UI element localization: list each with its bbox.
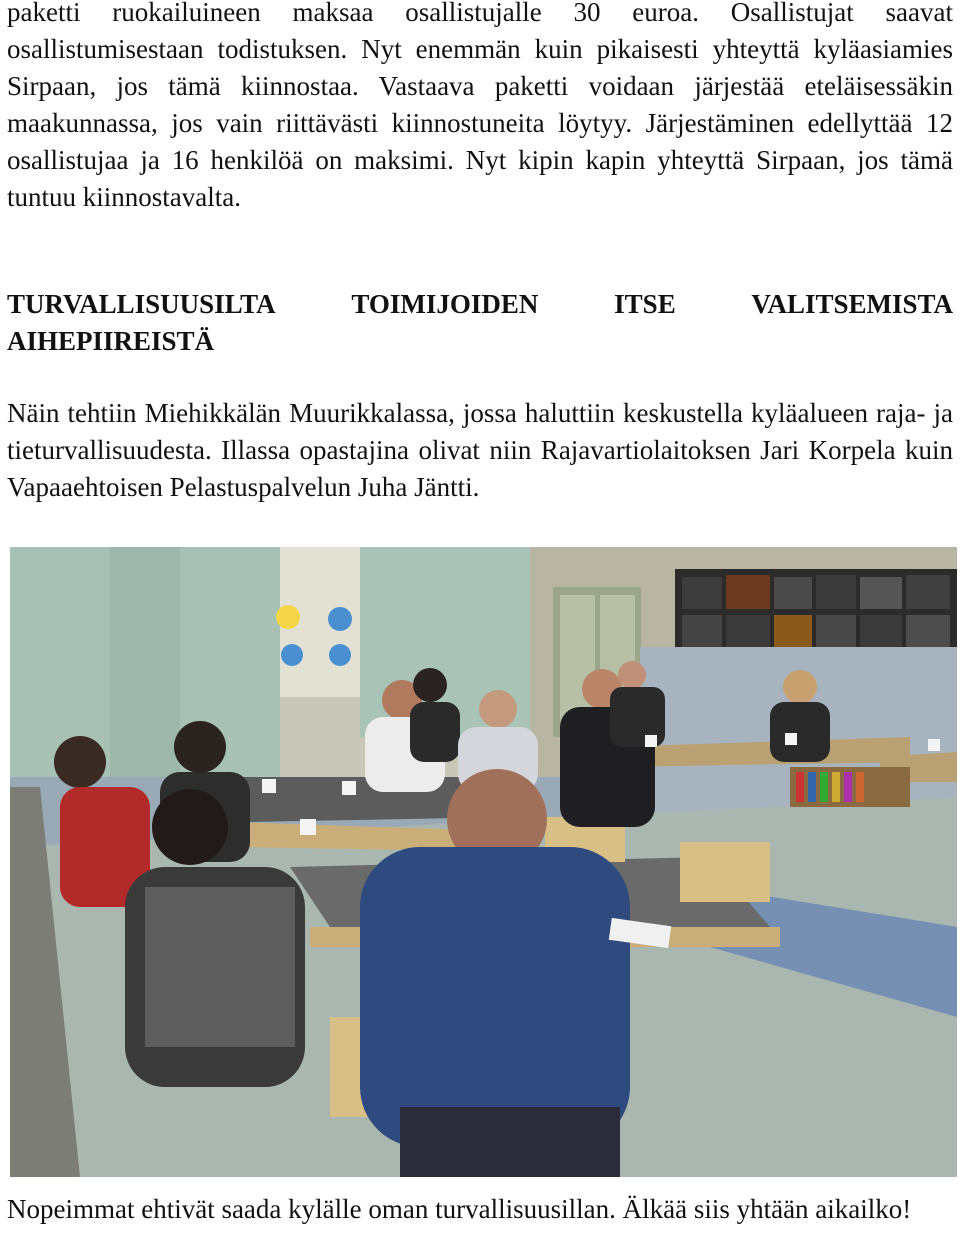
section-heading	[7, 286, 953, 360]
heading-word: TURVALLISUUSILTA	[7, 289, 276, 319]
heading-word: VALITSEMISTA	[751, 289, 953, 319]
section-heading-line-1	[7, 286, 953, 323]
heading-word: ITSE	[614, 289, 676, 319]
intro-paragraph: paketti ruokailuineen maksaa osallistujalle 30 euroa. Osallistujat saavat osallistumisestaan todistuksen. Nyt enemmän kuin pikaisesti yhteyttä kyläasiamies Sirpaan, jos tämä kiinnostaa. Vastaava paketti voidaan järjestää eteläisessäkin maakunnassa, jos vain riittävästi kiinnostuneita löytyy. Järjestäminen edellyttää 12 osallistujaa ja 16 henkilöä on maksimi. Nyt kipin kapin yhteyttä Sirpaan, jos tämä tuntuu kiinnostavalta.	[7, 0, 953, 212]
photo-caption: Nopeimmat ehtivät saada kylälle oman turvallisuusillan. Älkää siis yhtään aikailko!	[7, 1194, 912, 1224]
section-heading-line-2: AIHEPIIREISTÄ	[7, 326, 215, 356]
meeting-photo-illustration	[10, 547, 957, 1177]
body-paragraph: Näin tehtiin Miehikkälän Muurikkalassa, jossa haluttiin keskustella kyläalueen raja- ja tieturvallisuudesta. Illassa opastajina olivat niin Rajavartiolaitoksen Jari Korpela kuin Vapaaehtoisen Pelastuspalvelun Juha Jäntti.	[7, 398, 953, 502]
heading-word: TOIMIJOIDEN	[351, 289, 539, 319]
meeting-photo	[10, 547, 957, 1177]
